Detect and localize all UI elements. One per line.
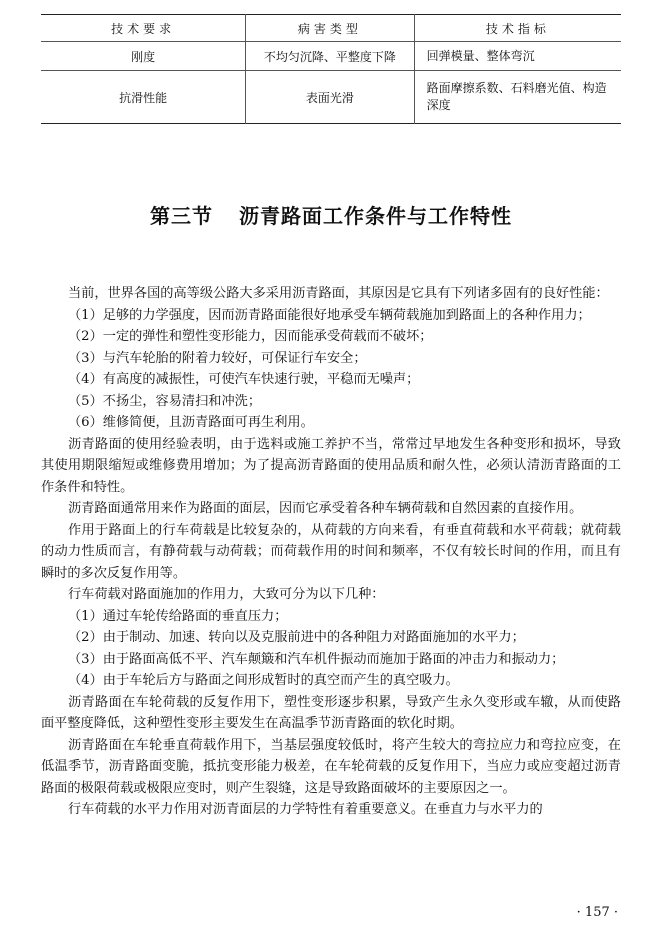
list-item: （3）由于路面高低不平、汽车颠簸和汽车机件振动而施加于路面的冲击力和振动力； — [68, 651, 565, 667]
table-cell: 表面光滑 — [246, 71, 414, 124]
list-item: （6）维修简便，且沥青路面可再生利用。 — [68, 415, 314, 430]
paragraph: 行车荷载的水平力作用对沥青面层的力学特性有着重要意义。在垂直力与水平力的 — [68, 802, 543, 817]
list-item: （2）一定的弹性和塑性变形能力，因而能承受荷载而不破坏； — [68, 329, 433, 344]
paragraph: 沥青路面的使用经验表明，由于选料或施工养护不当，常常过早地发生各种变形和损坏，导致其使用期限缩短或维修费用增加；为了提高沥青路面的使用品质和耐久性，必须认清沥青路面的工作条件和特性。 — [41, 436, 621, 495]
list-item: （5）不扬尘，容易清扫和冲洗； — [68, 393, 262, 409]
list-item: （2）由于制动、加速、转向以及克服前进中的各种阻力对路面施加的水平力； — [68, 630, 525, 645]
section-heading — [0, 200, 662, 229]
section-title: 沥青路面工作条件与工作特性 — [239, 204, 512, 228]
paragraph: 沥青路面在车轮垂直荷载作用下，当基层强度较低时，将产生较大的弯拉应力和弯拉应变，在低温季节，沥青路面变脆，抵抗变形能力极差，在车轮荷载的反复作用下，当应力或应变超过沥青路面的极限荷载或极限应变时，则产生裂缝，这是导致路面破坏的主要原因之一。 — [41, 737, 621, 796]
section-number: 第三节 — [150, 204, 213, 228]
list-item: （1）通过车轮传给路面的垂直压力； — [68, 608, 288, 624]
list-item: （3）与汽车轮胎的附着力较好，可保证行车安全； — [68, 350, 367, 366]
table-header-index: 技术指标 — [414, 15, 621, 42]
paragraph: 作用于路面上的行车荷载是比较复杂的，从荷载的方向来看，有垂直荷载和水平荷载；就荷载的动力性质而言，有静荷载与动荷载；而荷载作用的时间和频率，不仅有较长时间的作用，而且有瞬时的多次反复作用等。 — [41, 522, 621, 581]
body-text — [41, 283, 621, 821]
table-cell: 不均匀沉降、平整度下降 — [246, 42, 414, 71]
paragraph: 当前，世界各国的高等级公路大多采用沥青路面，其原因是它具有下列诸多固有的良好性能： — [68, 286, 609, 301]
table-header-defect: 病害类型 — [246, 15, 414, 42]
table-cell: 回弹模量、整体弯沉 — [414, 42, 621, 71]
page-number: · 157 · — [576, 905, 618, 920]
paragraph: 沥青路面在车轮荷载的反复作用下，塑性变形逐步积累，导致产生永久变形或车辙，从而使路面平整度降低，这种塑性变形主要发生在高温季节沥青路面的软化时期。 — [41, 694, 621, 731]
table-row — [41, 42, 621, 71]
table-cell: 路面摩擦系数、石料磨光值、构造深度 — [414, 71, 621, 124]
list-item: （4）由于车轮后方与路面之间形成暂时的真空而产生的真空吸力。 — [68, 673, 459, 688]
table-cell: 抗滑性能 — [119, 90, 168, 105]
list-item: （4）有高度的减振性，可使汽车快速行驶，平稳而无噪声； — [68, 372, 420, 387]
list-item: （1）足够的力学强度，因而沥青路面能很好地承受车辆荷载施加到路面上的各种作用力； — [68, 307, 591, 323]
paragraph: 沥青路面通常用来作为路面的面层，因而它承受着各种车辆荷载和自然因素的直接作用。 — [68, 501, 583, 516]
requirements-table — [41, 14, 621, 124]
table-cell: 刚度 — [41, 42, 246, 71]
paragraph: 行车荷载对路面施加的作用力，大致可分为以下几种： — [68, 587, 385, 602]
table-row — [41, 71, 621, 124]
table-header-requirement: 技术要求 — [41, 15, 246, 42]
